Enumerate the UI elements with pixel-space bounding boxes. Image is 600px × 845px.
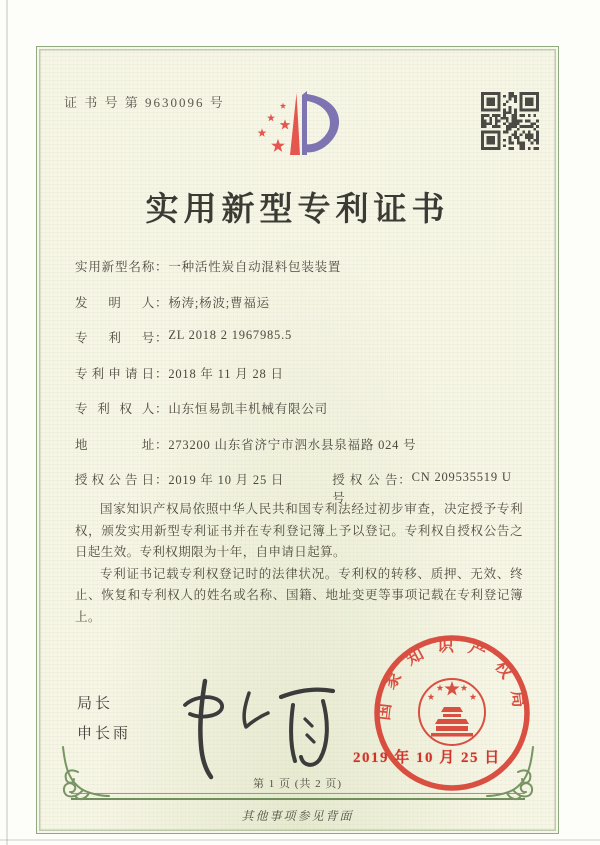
- field-colon: ：: [155, 260, 169, 274]
- field-label: 专利权人: [75, 402, 155, 416]
- field-colon: ：: [155, 366, 169, 381]
- page-number: 第 1 页 (共 2 页): [252, 778, 343, 790]
- scan-edge-artifact-bottom: [0, 839, 600, 841]
- field-colon: ：: [155, 437, 169, 452]
- corner-flourish-icon: [59, 745, 111, 801]
- field-label: 发明人: [75, 295, 155, 310]
- field-colon: ：: [398, 473, 412, 487]
- qr-code-icon: [481, 92, 539, 150]
- legal-paragraph-register: 专利证书记载专利权登记时的法律状况。专利权的转移、质押、无效、终止、恢复和专利权人的姓名或名称、国籍、地址变更等事项记载在专利登记簿上。: [75, 566, 523, 624]
- field-label-grant-number: 授权公告号: [332, 473, 399, 505]
- field-value-grant-date: 2019 年 10 月 25 日: [168, 473, 285, 487]
- seal-ring-text: 国家知识产权局: [373, 636, 531, 722]
- field-inventors: [75, 293, 535, 329]
- footer-rule: [71, 793, 525, 800]
- field-address: [75, 435, 535, 471]
- director-name: 申长雨: [77, 725, 132, 742]
- certificate-sheet: [36, 46, 559, 834]
- director-title: 局长: [77, 695, 114, 712]
- scan-edge-artifact-left: [6, 0, 8, 845]
- field-value: 273200 山东省济宁市泗水县泉福路 024 号: [168, 437, 417, 452]
- certificate-title: 实用新型专利证书: [145, 192, 450, 228]
- field-colon: ：: [155, 295, 169, 310]
- field-value: 2018 年 11 月 28 日: [168, 366, 284, 381]
- seal-date: 2019 年 10 月 25 日: [353, 750, 501, 766]
- corner-flourish-icon: [485, 745, 537, 801]
- field-value: ZL 2018 2 1967985.5: [168, 328, 293, 342]
- back-note: 其他事项参见背面: [241, 809, 354, 823]
- cnipa-patent-logo-icon: [253, 89, 345, 173]
- legal-paragraph-grant: 国家知识产权局依照中华人民共和国专利法经过初步审查，决定授予专利权，颁发实用新型专利证书并在专利登记簿上予以登记。专利权自授权公告之日起生效。专利权期限为十年，自申请日起算。: [75, 502, 523, 559]
- field-colon: ：: [155, 473, 169, 487]
- field-label: 地址: [75, 437, 155, 452]
- field-label: 专利号: [75, 331, 155, 345]
- field-value: 山东恒易凯丰机械有限公司: [168, 402, 328, 416]
- field-value-grant-number: CN 209535519 U: [411, 470, 512, 484]
- field-label: 专利申请日: [75, 366, 155, 381]
- certificate-fields: [75, 257, 535, 506]
- field-label-grant-date: 授权公告日: [75, 473, 155, 487]
- field-label: 实用新型名称: [75, 260, 155, 274]
- field-filing-date: [75, 364, 535, 400]
- field-value: 杨涛;杨波;曹福运: [168, 295, 270, 310]
- director-block: [77, 689, 131, 749]
- field-value: 一种活性炭自动混料包装装置: [168, 260, 342, 274]
- field-utility-model-name: [75, 257, 535, 293]
- field-patentee: [75, 399, 535, 435]
- field-colon: ：: [155, 402, 169, 416]
- field-colon: ：: [155, 331, 169, 345]
- legal-text: [75, 499, 523, 628]
- field-patent-number: [75, 328, 535, 364]
- certificate-number: 证 书 号 第 9630096 号: [64, 95, 225, 110]
